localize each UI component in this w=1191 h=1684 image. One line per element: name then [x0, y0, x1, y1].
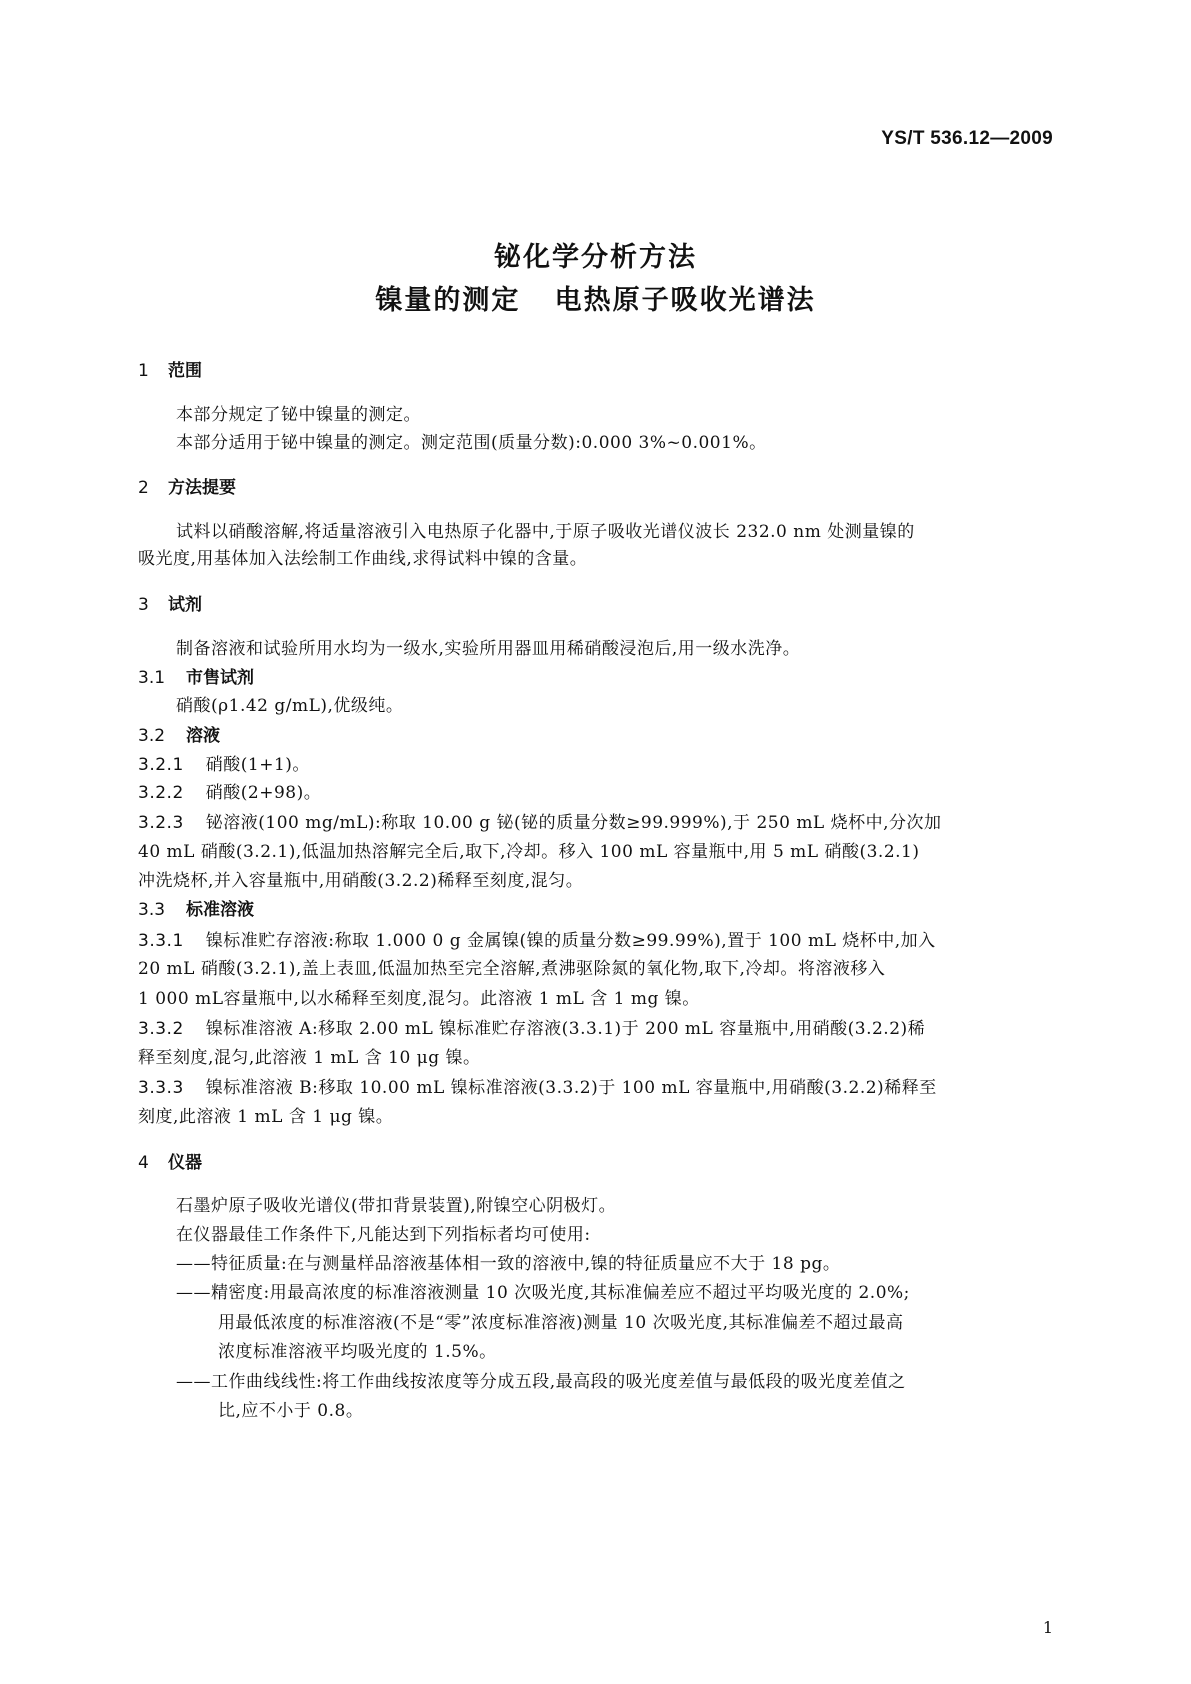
paragraph-continued: 吸光度,用基体加入法绘制工作曲线,求得试料中镍的含量。	[138, 549, 588, 569]
subsection-3-1-heading	[138, 663, 254, 688]
document-subtitle: 镍量的测定 电热原子吸收光谱法	[375, 285, 816, 316]
clause-text: 镍标准贮存溶液:称取 1.000 0 g 金属镍(镍的质量分数≥99.99%),置于 100 mL 烧杯中,加入	[205, 931, 936, 951]
clause-text-continued: 1 000 mL容量瓶中,以水稀释至刻度,混匀。此溶液 1 mL 含 1 mg 镍。	[138, 989, 700, 1009]
list-item-continued: 浓度标准溶液平均吸光度的 1.5%。	[218, 1342, 497, 1362]
section-title: 市售试剂	[186, 668, 254, 688]
clause-text-continued: 40 mL 硝酸(3.2.1),低温加热溶解完全后,取下,冷却。移入 100 mL 容量瓶中,用 5 mL 硝酸(3.2.1)	[138, 842, 920, 862]
section-number: 2	[138, 478, 149, 498]
section-title: 溶液	[186, 726, 220, 746]
clause-text-continued: 释至刻度,混匀,此溶液 1 mL 含 10 μg 镍。	[138, 1048, 481, 1068]
section-title: 试剂	[168, 595, 202, 615]
list-item: ——精密度:用最高浓度的标准溶液测量 10 次吸光度,其标准偏差应不超过平均吸光度的 2.0%;	[176, 1283, 910, 1303]
section-number: 3.3	[138, 900, 166, 920]
document-title: 铋化学分析方法	[494, 242, 697, 273]
paragraph: 制备溶液和试验所用水均为一级水,实验所用器皿用稀硝酸浸泡后,用一级水洗净。	[176, 639, 801, 659]
clause-3-3-1	[138, 926, 936, 951]
clause-3-2-1	[138, 750, 310, 775]
paragraph: 在仪器最佳工作条件下,凡能达到下列指标者均可使用:	[176, 1225, 591, 1245]
clause-number: 3.3.2	[138, 1019, 184, 1039]
clause-3-2-2	[138, 778, 321, 803]
page-number: 1	[1042, 1618, 1053, 1637]
subsection-3-2-heading	[138, 721, 220, 746]
clause-number: 3.3.1	[138, 931, 184, 951]
clause-3-2-3	[138, 808, 942, 833]
clause-text: 镍标准溶液 B:移取 10.00 mL 镍标准溶液(3.3.2)于 100 mL 容量瓶中,用硝酸(3.2.2)稀释至	[205, 1078, 937, 1098]
clause-text: 铋溶液(100 mg/mL):称取 10.00 g 铋(铋的质量分数≥99.999%),于 250 mL 烧杯中,分次加	[205, 813, 942, 833]
section-title: 方法提要	[168, 478, 236, 498]
section-number: 1	[138, 361, 149, 381]
clause-number: 3.3.3	[138, 1078, 184, 1098]
list-item-continued: 用最低浓度的标准溶液(不是“零”浓度标准溶液)测量 10 次吸光度,其标准偏差不超过最高	[218, 1313, 904, 1333]
section-title: 标准溶液	[186, 900, 254, 920]
paragraph: 石墨炉原子吸收光谱仪(带扣背景装置),附镍空心阴极灯。	[176, 1196, 617, 1216]
clause-number: 3.2.3	[138, 813, 184, 833]
section-3-heading	[138, 590, 202, 615]
clause-text: 硝酸(1+1)。	[205, 755, 310, 775]
section-number: 3.1	[138, 668, 166, 688]
section-title: 仪器	[168, 1153, 202, 1173]
clause-text: 硝酸(2+98)。	[205, 783, 322, 803]
section-number: 3	[138, 595, 149, 615]
section-title: 范围	[168, 361, 202, 381]
clause-number: 3.2.1	[138, 755, 184, 775]
paragraph: 试料以硝酸溶解,将适量溶液引入电热原子化器中,于原子吸收光谱仪波长 232.0 nm 处测量镍的	[176, 522, 915, 542]
clause-text-continued: 刻度,此溶液 1 mL 含 1 μg 镍。	[138, 1107, 394, 1127]
clause-3-3-3	[138, 1073, 937, 1098]
section-4-heading	[138, 1148, 202, 1173]
clause-text-continued: 冲洗烧杯,并入容量瓶中,用硝酸(3.2.2)稀释至刻度,混匀。	[138, 871, 584, 891]
section-2-heading	[138, 473, 236, 498]
clause-number: 3.2.2	[138, 783, 184, 803]
paragraph: 本部分适用于铋中镍量的测定。测定范围(质量分数):0.000 3%~0.001%。	[176, 433, 767, 453]
section-1-heading	[138, 356, 202, 381]
section-number: 4	[138, 1153, 149, 1173]
clause-3-3-2	[138, 1014, 925, 1039]
paragraph: 硝酸(ρ1.42 g/mL),优级纯。	[176, 696, 404, 716]
list-item-continued: 比,应不小于 0.8。	[218, 1401, 364, 1421]
section-number: 3.2	[138, 726, 166, 746]
clause-text-continued: 20 mL 硝酸(3.2.1),盖上表皿,低温加热至完全溶解,煮沸驱除氮的氧化物,取下,冷却。将溶液移入	[138, 959, 886, 979]
standard-code: YS/T 536.12—2009	[881, 128, 1053, 149]
subsection-3-3-heading	[138, 895, 254, 920]
clause-text: 镍标准溶液 A:移取 2.00 mL 镍标准贮存溶液(3.3.1)于 200 mL 容量瓶中,用硝酸(3.2.2)稀	[205, 1019, 926, 1039]
paragraph: 本部分规定了铋中镍量的测定。	[176, 405, 421, 425]
list-item: ——工作曲线线性:将工作曲线按浓度等分成五段,最高段的吸光度差值与最低段的吸光度差值之	[176, 1372, 906, 1392]
list-item: ——特征质量:在与测量样品溶液基体相一致的溶液中,镍的特征质量应不大于 18 pg。	[176, 1254, 841, 1274]
